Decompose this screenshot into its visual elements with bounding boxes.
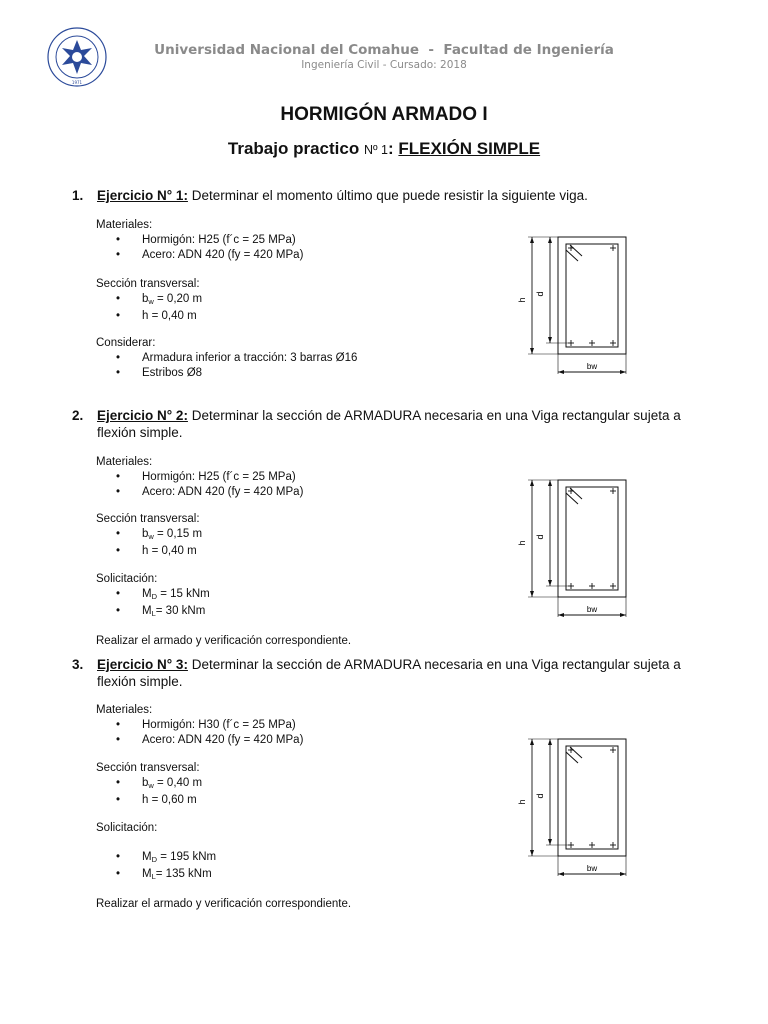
- stirrup-hook: [566, 250, 578, 261]
- materials-heading: Materiales:: [96, 219, 153, 231]
- dimension-arrow: [548, 480, 552, 486]
- dimension-arrow: [548, 337, 552, 343]
- list-item: [96, 776, 351, 793]
- list-item: • Hormigón: H30 (f´c = 25 MPa): [96, 718, 351, 733]
- beam-section-diagram-3: [512, 734, 632, 882]
- list-item: • Acero: ADN 420 (fy = 420 MPa): [96, 485, 351, 500]
- list-item: [96, 850, 351, 867]
- bw-dimension-label: bw: [586, 362, 598, 371]
- university-faculty-title: Universidad Nacional del Comahue - Facultad de Ingeniería: [154, 42, 614, 58]
- bw-value: = 0,20 m: [153, 293, 203, 305]
- h-dimension-label: h: [517, 297, 527, 303]
- list-item: • Armadura inferior a tracción: 3 barras Ø16: [96, 351, 357, 366]
- bw-value: = 0,15 m: [153, 528, 203, 540]
- dimension-arrow: [530, 850, 534, 856]
- ml-symbol: M: [142, 868, 152, 880]
- stirrup-hook: [566, 752, 578, 763]
- stirrup-hook: [570, 747, 582, 758]
- loads-heading: Solicitación:: [96, 822, 158, 834]
- dimension-arrow: [530, 591, 534, 597]
- stirrup-outline: [566, 244, 618, 347]
- stirrup-outline: [566, 487, 618, 590]
- exercise-label: Ejercicio N° 3:: [97, 657, 188, 672]
- loads-list: [96, 850, 351, 884]
- materials-list: [96, 718, 351, 748]
- list-item: [96, 587, 351, 604]
- list-item: • Hormigón: H25 (f´c = 25 MPa): [96, 233, 357, 248]
- exercise-statement: Determinar el momento último que puede resistir la siguiente viga.: [191, 188, 588, 203]
- exercise-3-heading: [72, 656, 682, 690]
- d-dimension-label: d: [535, 793, 545, 799]
- dimension-arrow: [530, 739, 534, 745]
- exercise-statement: Determinar la sección de ARMADURA necesaria en una Viga rectangular sujeta a flexión simple.: [97, 408, 681, 440]
- beam-section-diagram-2: [512, 475, 632, 623]
- subtitle-colon: :: [388, 139, 394, 158]
- dimension-arrow: [548, 580, 552, 586]
- subtitle-prefix: Trabajo practico: [227, 139, 360, 158]
- bw-dimension-label: bw: [586, 605, 598, 614]
- svg-text:1971: 1971: [71, 80, 83, 85]
- dimension-arrow: [548, 739, 552, 745]
- exercise-1-data: [96, 218, 357, 381]
- subtitle-number: Nº 1: [363, 143, 388, 157]
- md-value: = 195 kNm: [157, 851, 217, 863]
- beam-section-diagram-1: [512, 232, 632, 380]
- exercise-note: Realizar el armado y verificación correspondiente.: [96, 635, 352, 647]
- list-item: [96, 867, 351, 884]
- exercise-1-heading: [72, 187, 682, 204]
- consider-heading: Considerar:: [96, 337, 156, 349]
- md-subscript: D: [151, 592, 158, 601]
- document-title: HORMIGÓN ARMADO I: [280, 104, 488, 125]
- dimension-arrow: [558, 872, 564, 876]
- practical-work-title: [0, 139, 768, 159]
- subtitle-topic: FLEXIÓN SIMPLE: [398, 139, 541, 158]
- dimension-arrow: [548, 839, 552, 845]
- dimension-arrow: [530, 237, 534, 243]
- dimension-arrow: [548, 237, 552, 243]
- list-item: • Hormigón: H25 (f´c = 25 MPa): [96, 470, 351, 485]
- exercise-number: 3.: [72, 657, 84, 672]
- beam-outer-outline: [558, 237, 626, 354]
- section-list: [96, 776, 351, 808]
- dimension-arrow: [530, 348, 534, 354]
- bw-dimension-label: bw: [586, 864, 598, 873]
- exercise-2-heading: [72, 407, 682, 441]
- exercise-label: Ejercicio N° 1:: [97, 188, 188, 203]
- list-item: • Estribos Ø8: [96, 366, 357, 381]
- beam-outer-outline: [558, 480, 626, 597]
- md-subscript: D: [151, 855, 158, 864]
- list-item: • h = 0,40 m: [96, 309, 357, 324]
- section-heading: Sección transversal:: [96, 762, 200, 774]
- bw-value: = 0,40 m: [153, 777, 203, 789]
- dimension-arrow: [558, 613, 564, 617]
- stirrup-outline: [566, 746, 618, 849]
- section-list: [96, 292, 357, 324]
- stirrup-hook: [570, 245, 582, 256]
- dimension-arrow: [620, 872, 626, 876]
- list-item: • Acero: ADN 420 (fy = 420 MPa): [96, 733, 351, 748]
- dimension-arrow: [558, 370, 564, 374]
- exercise-number: 2.: [72, 408, 84, 423]
- materials-list: [96, 233, 357, 263]
- d-dimension-label: d: [535, 534, 545, 540]
- list-item: • h = 0,40 m: [96, 544, 351, 559]
- bw-subscript: w: [148, 781, 154, 790]
- materials-heading: Materiales:: [96, 704, 153, 716]
- list-item: [96, 527, 351, 544]
- md-symbol: M: [142, 588, 152, 600]
- stirrup-hook: [570, 488, 582, 499]
- d-dimension-label: d: [535, 291, 545, 297]
- dimension-arrow: [620, 370, 626, 374]
- course-year-subtitle: Ingeniería Civil - Cursado: 2018: [301, 59, 467, 71]
- consider-list: [96, 351, 357, 381]
- h-dimension-label: h: [517, 540, 527, 546]
- exercise-statement: Determinar la sección de ARMADURA necesaria en una Viga rectangular sujeta a flexión simple.: [97, 657, 681, 689]
- ml-subscript: L: [151, 609, 156, 618]
- exercise-note: Realizar el armado y verificación correspondiente.: [96, 898, 352, 910]
- loads-heading: Solicitación:: [96, 573, 158, 585]
- bw-subscript: w: [148, 297, 154, 306]
- exercise-number: 1.: [72, 188, 84, 203]
- list-item: • h = 0,60 m: [96, 793, 351, 808]
- bw-symbol: b: [142, 528, 149, 540]
- beam-outer-outline: [558, 739, 626, 856]
- h-dimension-label: h: [517, 799, 527, 805]
- stirrup-hook: [566, 493, 578, 504]
- ml-value: = 135 kNm: [155, 868, 212, 880]
- materials-heading: Materiales:: [96, 456, 153, 468]
- dimension-arrow: [620, 613, 626, 617]
- section-heading: Sección transversal:: [96, 278, 200, 290]
- list-item: [96, 292, 357, 309]
- materials-list: [96, 470, 351, 500]
- ml-value: = 30 kNm: [155, 605, 206, 617]
- md-symbol: M: [142, 851, 152, 863]
- md-value: = 15 kNm: [157, 588, 210, 600]
- bw-symbol: b: [142, 777, 149, 789]
- dimension-arrow: [530, 480, 534, 486]
- loads-list: [96, 587, 351, 621]
- bw-symbol: b: [142, 293, 149, 305]
- section-list: [96, 527, 351, 559]
- section-heading: Sección transversal:: [96, 513, 200, 525]
- ml-subscript: L: [151, 872, 156, 881]
- ml-symbol: M: [142, 605, 152, 617]
- exercise-2-data: [96, 455, 351, 649]
- list-item: • Acero: ADN 420 (fy = 420 MPa): [96, 248, 357, 263]
- exercise-label: Ejercicio N° 2:: [97, 408, 188, 423]
- list-item: [96, 604, 351, 621]
- bw-subscript: w: [148, 532, 154, 541]
- exercise-3-data: [96, 703, 351, 912]
